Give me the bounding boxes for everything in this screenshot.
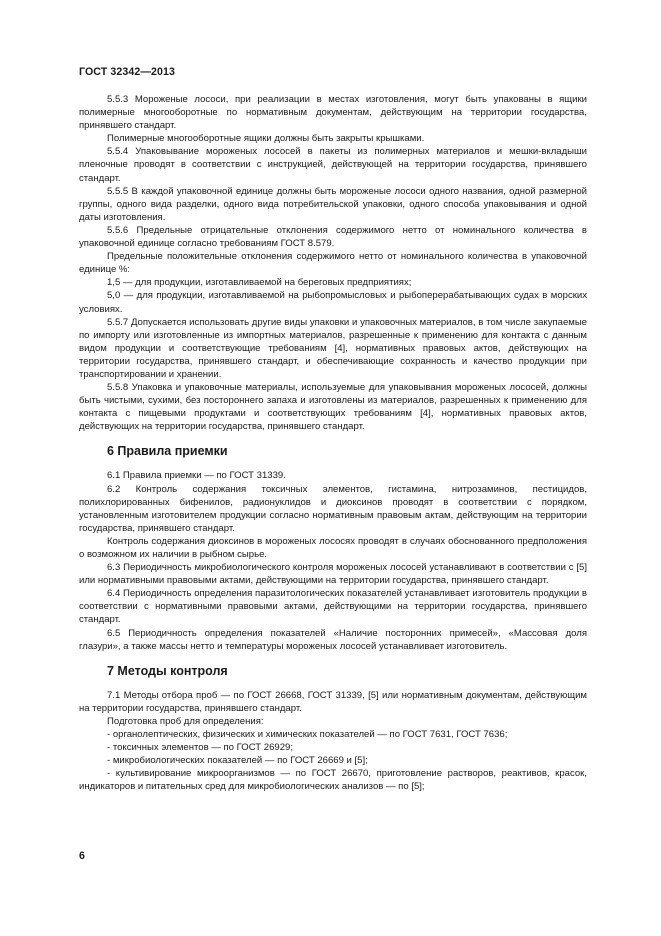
paragraph-6-4: 6.4 Периодичность определения паразитологических показателей устанавливает изготовитель продукции в соответствии с нормативными правовыми актами, действующими на территории государства, принявшего стандарт.	[79, 588, 587, 626]
paragraph-5-5-6: 5.5.6 Предельные отрицательные отклонения содержимого нетто от номинального количества в упаковочной единице согласно требованиям ГОСТ 8.579.	[79, 224, 587, 250]
section-6-heading: 6 Правила приемки	[107, 444, 228, 459]
paragraph-6-2-dioxins: Контроль содержания диоксинов в мороженых лососях проводят в случаях обоснованного предположения о возможном их наличии в рыбном сырье.	[79, 535, 587, 560]
paragraph-6-2: 6.2 Контроль содержания токсичных элементов, гистамина, нитрозаминов, пестицидов, полихлорированных бифенилов, радионуклидов и диоксинов проводят в соответствии с порядком, установленным изготовителем продукции согласно нормативным правовым актам, действующим на территории государства, принявшего стандарт.	[79, 483, 587, 534]
section-7-heading: 7 Методы контроля	[107, 663, 228, 678]
list-item: - органолептических, физических и химических показателей — по ГОСТ 7631, ГОСТ 7636;	[107, 729, 508, 741]
paragraph-5-5-6-item-2: 5,0 — для продукции, изготавливаемой на рыбопромысловых и рыбоперерабатывающих судах в морских условиях.	[79, 290, 587, 315]
section-6	[79, 469, 587, 652]
paragraph-5-5-6-positive: Предельные положительные отклонения содержимого нетто от номинального количества в упаковочной единице %:	[79, 251, 587, 276]
document-body	[79, 93, 587, 794]
paragraph-5-5-3-note: Полимерные многооборотные ящики должны быть закрыты крышками.	[107, 133, 425, 145]
section-5-continuation	[79, 93, 587, 433]
paragraph-5-5-7: 5.5.7 Допускается использовать другие виды упаковки и упаковочных материалов, в том числе закупаемые по импорту или изготовленные из импортных материалов, разрешенные к применению для контакта с данным видом продукции и соответствующие требованиям [4], нормативных правовых актов, действующих на территории государства, принявшего стандарт, и обеспечивающие сохранность и качество продукции при транспортировании и хранении.	[79, 316, 587, 380]
paragraph-7-1-prep: Подготовка проб для определения:	[107, 715, 264, 727]
paragraph-5-5-8: 5.5.8 Упаковка и упаковочные материалы, используемые для упаковывания мороженых лососей, должны быть чистыми, сухими, без постороннего запаха и изготовлены из материалов, разрешенных к применению для контакта с пищевыми продуктами и соответствующих требованиям [4], нормативных правовых актов, действующих на территории государства, принявшего стандарт.	[79, 382, 587, 433]
list-item: - микробиологических показателей — по ГОСТ 26669 и [5];	[107, 755, 368, 767]
paragraph-5-5-5: 5.5.5 В каждой упаковочной единице должны быть мороженые лососи одного названия, одной размерной группы, одного вида разделки, одного вида потребительской упаковки, одного способа упаковывания и одной даты изготовления.	[79, 185, 587, 223]
section-7	[79, 689, 587, 794]
paragraph-6-5: 6.5 Периодичность определения показателей «Наличие посторонних примесей», «Массовая доля глазури», а также массы нетто и температуры мороженых лососей устанавливает изготовитель.	[79, 627, 587, 652]
paragraph-5-5-6-item-1: 1,5 — для продукции, изготавливаемой на береговых предприятиях;	[107, 277, 412, 289]
paragraph-6-1: 6.1 Правила приемки — по ГОСТ 31339.	[107, 470, 286, 482]
list-item: - культивирование микроорганизмов — по ГОСТ 26670, приготовление растворов, реактивов, красок, индикаторов и питательных сред для микробиологических анализов — по [5];	[79, 768, 587, 793]
paragraph-6-3: 6.3 Периодичность микробиологического контроля мороженых лососей устанавливают в соответствии с [5] или нормативными правовыми актами, действующими на территории государства, принявшего стандарт.	[79, 562, 587, 587]
document-header: ГОСТ 32342—2013	[79, 66, 176, 78]
paragraph-5-5-4: 5.5.4 Упаковывание мороженых лососей в пакеты из полимерных материалов и мешки-вкладыши пленочные проводят в соответствии с инструкцией, действующей на территории государства, принявшего стандарт.	[79, 146, 587, 184]
list-item: - токсичных элементов — по ГОСТ 26929;	[107, 742, 293, 754]
paragraph-5-5-3: 5.5.3 Мороженые лососи, при реализации в местах изготовления, могут быть упакованы в ящики полимерные многооборотные по нормативным документам, действующим на территории государства, принявшего стандарт.	[79, 94, 587, 132]
page-number: 6	[79, 850, 85, 862]
paragraph-7-1: 7.1 Методы отбора проб — по ГОСТ 26668, ГОСТ 31339, [5] или нормативным документам, действующим на территории государства, принявшего стандарт.	[79, 689, 587, 714]
